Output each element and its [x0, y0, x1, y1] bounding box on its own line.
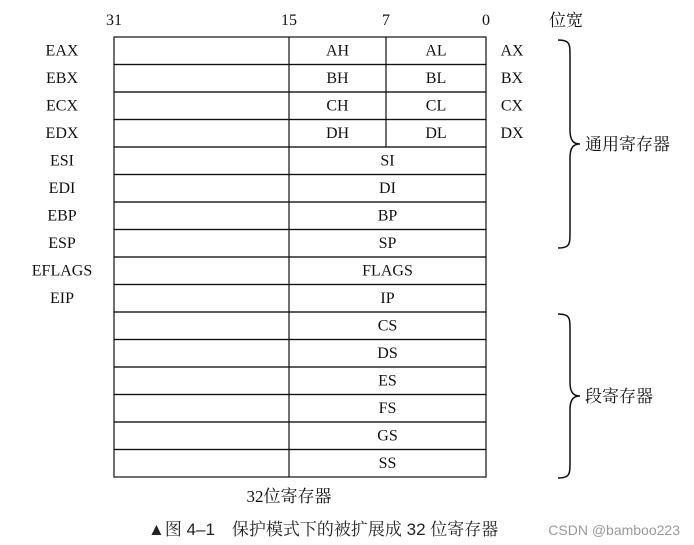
register-row	[114, 450, 486, 478]
register-row-box	[114, 230, 486, 258]
register-row-box	[114, 450, 486, 478]
register-high-byte: CH	[326, 97, 349, 115]
register-high-byte: AH	[325, 42, 350, 60]
register-name-32bit: EFLAGS	[31, 262, 93, 280]
watermark: CSDN @bamboo223	[548, 522, 680, 538]
register-row	[46, 120, 524, 148]
register-row	[48, 230, 486, 258]
register-name-16bit: SI	[380, 152, 395, 170]
register-row-box	[114, 175, 486, 203]
register-row-box	[114, 340, 486, 368]
register-row	[114, 340, 486, 368]
register-low-byte: BL	[425, 69, 447, 87]
register-name-16bit: FS	[378, 399, 397, 417]
register-name-16bit-side: DX	[500, 124, 524, 142]
register-row	[46, 65, 524, 93]
register-name-32bit: ESI	[50, 152, 74, 170]
register-row	[50, 285, 486, 313]
register-name-32bit: ESP	[48, 234, 76, 252]
register-name-16bit: SP	[378, 234, 397, 252]
register-name-16bit: BP	[377, 207, 398, 225]
register-name-16bit: FLAGS	[362, 262, 413, 280]
register-high-byte: BH	[326, 69, 349, 87]
register-name-16bit: ES	[378, 372, 397, 390]
register-row	[46, 37, 524, 65]
register-name-32bit: EIP	[50, 289, 74, 307]
register-row-box	[114, 312, 486, 340]
bit-width-label: 位宽	[549, 11, 583, 30]
register-name-16bit-side: AX	[500, 42, 524, 60]
register-low-byte: AL	[425, 42, 447, 60]
register-row	[114, 312, 486, 340]
register-row	[46, 92, 524, 120]
register-name-32bit: ECX	[46, 97, 78, 115]
register-name-16bit-side: CX	[500, 97, 524, 115]
register-name-32bit: EBX	[46, 69, 78, 87]
register-name-32bit: EDX	[45, 124, 79, 142]
register-row	[50, 147, 486, 175]
register-row	[47, 202, 486, 230]
register-row-box	[114, 147, 486, 175]
register-low-byte: DL	[425, 124, 447, 142]
register-name-32bit: EBP	[47, 207, 77, 225]
bit-label-31: 31	[106, 12, 122, 29]
register-row-box	[114, 395, 486, 423]
segment-registers-label: 段寄存器	[585, 387, 653, 406]
register-name-16bit: IP	[380, 289, 395, 307]
register-name-16bit: SS	[378, 454, 397, 472]
bit-label-15: 15	[281, 12, 297, 29]
register-high-byte: DH	[325, 124, 350, 142]
register-row	[32, 257, 486, 285]
general-registers-brace	[558, 40, 580, 248]
register-name-32bit: EDI	[48, 179, 76, 197]
register-low-byte: CL	[425, 97, 447, 115]
segment-registers-brace	[558, 314, 580, 478]
register-row-box	[114, 257, 486, 285]
register-row-box	[114, 422, 486, 450]
register-name-16bit: CS	[377, 317, 398, 335]
register-name-32bit: EAX	[45, 42, 79, 60]
register-row	[49, 175, 486, 203]
bit-label-0: 0	[482, 12, 490, 29]
register-row-box	[114, 285, 486, 313]
register-name-16bit-side: BX	[500, 69, 524, 87]
figure-caption: ▲图 4–1 保护模式下的被扩展成 32 位寄存器	[148, 520, 499, 539]
bottom-label: 32位寄存器	[246, 487, 332, 506]
register-row-box	[114, 202, 486, 230]
register-name-16bit: DS	[377, 344, 398, 362]
register-row	[114, 422, 486, 450]
register-table	[32, 37, 524, 477]
register-row-box	[114, 367, 486, 395]
register-name-16bit: GS	[377, 427, 398, 445]
register-name-16bit: DI	[379, 179, 396, 197]
bit-label-7: 7	[382, 12, 390, 29]
general-registers-label: 通用寄存器	[585, 135, 670, 154]
register-row	[114, 395, 486, 423]
register-row	[114, 367, 486, 395]
